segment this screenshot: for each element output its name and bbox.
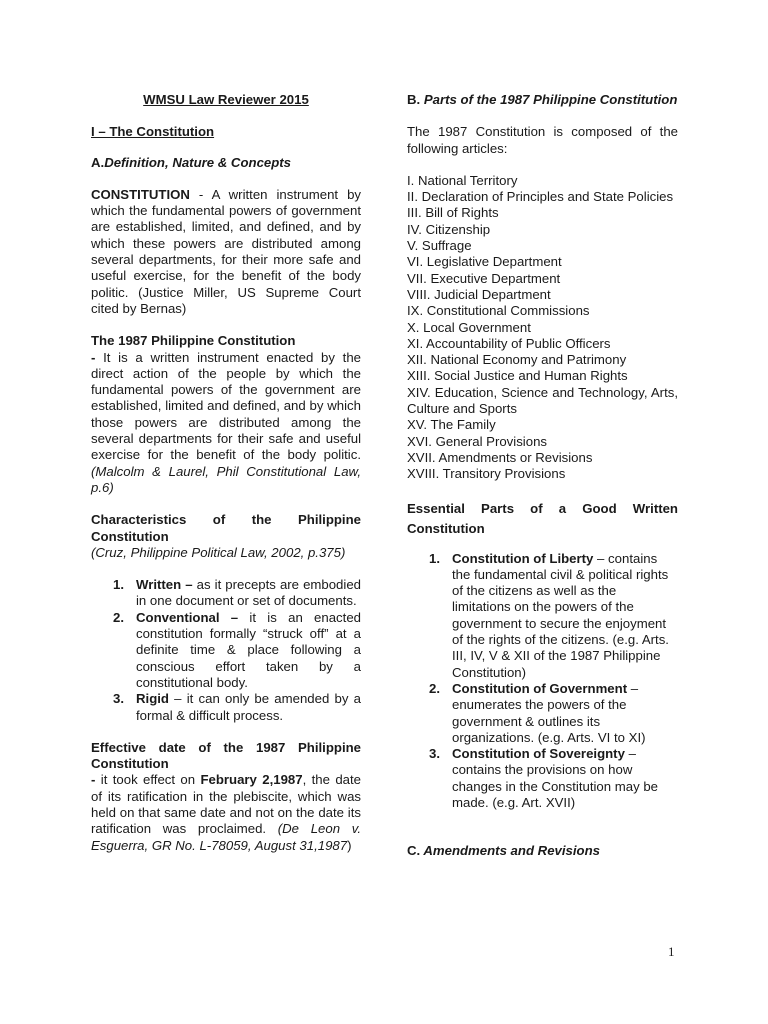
list-item: IX. Constitutional Commissions — [407, 303, 590, 319]
left-column — [91, 92, 361, 854]
right-column — [407, 92, 678, 860]
constitution-definition — [91, 187, 361, 317]
phil-1987-citation: (Malcolm & Laurel, Phil Constitutional Law, p.6) — [91, 463, 361, 495]
constitution-definition-text: - A written instrument by which the fundamental powers of government are established, limited, and defined, and by which these powers are distributed among several departments, for their more safe and useful exercise, for the benefit of the body politic. (Justice Miller, US Supreme Court cited by Bernas) — [91, 186, 361, 316]
list-item: XVIII. Transitory Provisions — [407, 466, 566, 482]
list-item-text: – contains the fundamental civil & political rights of the citizens as well as the limitations on the powers of the government to secure the enjoyment of the rights of the citizens. (e.g. Arts. III, IV, V & XII of the 1987 Philippine Constitution) — [452, 550, 669, 680]
list-item-term: Constitution of Sovereignty — [452, 746, 625, 762]
phil-1987-body — [91, 350, 361, 497]
effective-date-value: February 2,1987 — [200, 772, 303, 788]
constitution-term: CONSTITUTION — [91, 186, 190, 202]
part-heading — [91, 124, 361, 140]
list-item: XIII. Social Justice and Human Rights — [407, 368, 628, 384]
section-b-intro: The 1987 Constitution is composed of the following articles: — [407, 124, 678, 156]
section-b-dot: . — [416, 92, 421, 107]
list-item: VI. Legislative Department — [407, 254, 562, 270]
list-item-term: Constitution of Government — [452, 680, 628, 696]
list-item-text: – enumerates the powers of the government & outlines its organizations. (e.g. Arts. VI to XI) — [452, 680, 646, 745]
list-item-number: 3. — [113, 691, 124, 707]
characteristics-citation: (Cruz, Philippine Political Law, 2002, p.375) — [91, 544, 346, 560]
section-a-heading — [91, 155, 361, 171]
effective-date-close: ) — [347, 837, 352, 853]
section-b-heading — [407, 92, 678, 108]
list-item — [91, 691, 361, 724]
list-item-term: Constitution of Liberty — [452, 550, 594, 566]
section-b-prefix: B — [407, 92, 417, 107]
effective-date-dash: - — [91, 772, 96, 788]
section-c-prefix: C. — [407, 843, 421, 859]
list-item: X. Local Government — [407, 319, 531, 335]
list-item: IV. Citizenship — [407, 221, 491, 237]
list-item: VII. Executive Department — [407, 270, 561, 286]
list-item: XIV. Education, Science and Technology, Arts, Culture and Sports — [407, 384, 678, 417]
essential-parts-list — [407, 551, 678, 812]
phil-1987-dash: - — [91, 349, 96, 365]
list-item: V. Suffrage — [407, 238, 472, 254]
list-item — [407, 551, 678, 681]
list-item: XV. The Family — [407, 417, 496, 433]
list-item: VIII. Judicial Department — [407, 286, 551, 302]
list-item-number: 1. — [429, 550, 440, 566]
effective-date-body — [91, 772, 361, 853]
list-item-text: it is an enacted constitution formally “struck off” at a definite time & place following a conscious effort taken by a constitutional body. — [136, 609, 361, 690]
phil-1987-text: It is a written instrument enacted by the direct action of the people by which the fundamental powers of the government are established, limited and defined, and by which those powers are distributed among the several departments for their safe and useful exercise for the benefit of the body politic. — [91, 349, 361, 463]
list-item-term: Rigid — [136, 691, 169, 707]
list-item: III. Bill of Rights — [407, 205, 499, 221]
effective-date-text-before: it took effect on — [95, 772, 201, 788]
effective-date-heading: Effective date of the 1987 Philippine Constitution — [91, 739, 361, 772]
list-item — [91, 577, 361, 610]
characteristics-list — [91, 577, 361, 724]
section-a-prefix: A. — [91, 154, 105, 170]
list-item-term: Conventional – — [136, 609, 239, 625]
phil-1987-heading: The 1987 Philippine Constitution — [91, 333, 296, 349]
list-item: XVII. Amendments or Revisions — [407, 449, 593, 465]
list-item: I. National Territory — [407, 172, 518, 188]
list-item-number: 3. — [429, 746, 440, 762]
list-item — [407, 746, 678, 811]
list-item-number: 2. — [429, 680, 440, 696]
list-item: XII. National Economy and Patrimony — [407, 352, 627, 368]
list-item: II. Declaration of Principles and State Policies — [407, 189, 674, 205]
section-c-title: Amendments and Revisions — [420, 843, 600, 859]
list-item — [407, 681, 678, 746]
list-item-text: – it can only be amended by a formal & difficult process. — [136, 691, 361, 723]
characteristics-heading: Characteristics of the Philippine Constitution — [91, 512, 361, 544]
list-item-term: Written – — [136, 577, 193, 593]
list-item-number: 2. — [113, 609, 124, 625]
section-c-heading — [407, 843, 678, 859]
section-b-title: Parts of the 1987 Philippine Constitution — [420, 92, 678, 107]
list-item-number: 1. — [113, 577, 124, 593]
list-item-text: as it precepts are embodied in one document or set of documents. — [136, 577, 361, 609]
page-number: 1 — [668, 944, 675, 959]
list-item-text: – contains the provisions on how changes in the Constitution may be made. (e.g. Art. XVII) — [452, 746, 658, 810]
part-heading-text: I – The Constitution — [91, 124, 215, 140]
section-a-title: Definition, Nature & Concepts — [104, 154, 292, 170]
document-title: WMSU Law Reviewer 2015 — [143, 92, 309, 107]
list-item — [91, 610, 361, 691]
effective-date-text-after: , the date of its ratification in the plebiscite, which was held on that same date and not on the date its ratification was proclaimed. — [91, 772, 361, 837]
list-item: XVI. General Provisions — [407, 433, 547, 449]
list-item: XI. Accountability of Public Officers — [407, 335, 611, 351]
essential-parts-heading: Essential Parts of a Good Written Constitution — [407, 500, 678, 536]
effective-date-citation: (De Leon v. Esguerra, GR No. L-78059, August 31,1987 — [91, 821, 361, 853]
articles-list — [407, 173, 678, 483]
